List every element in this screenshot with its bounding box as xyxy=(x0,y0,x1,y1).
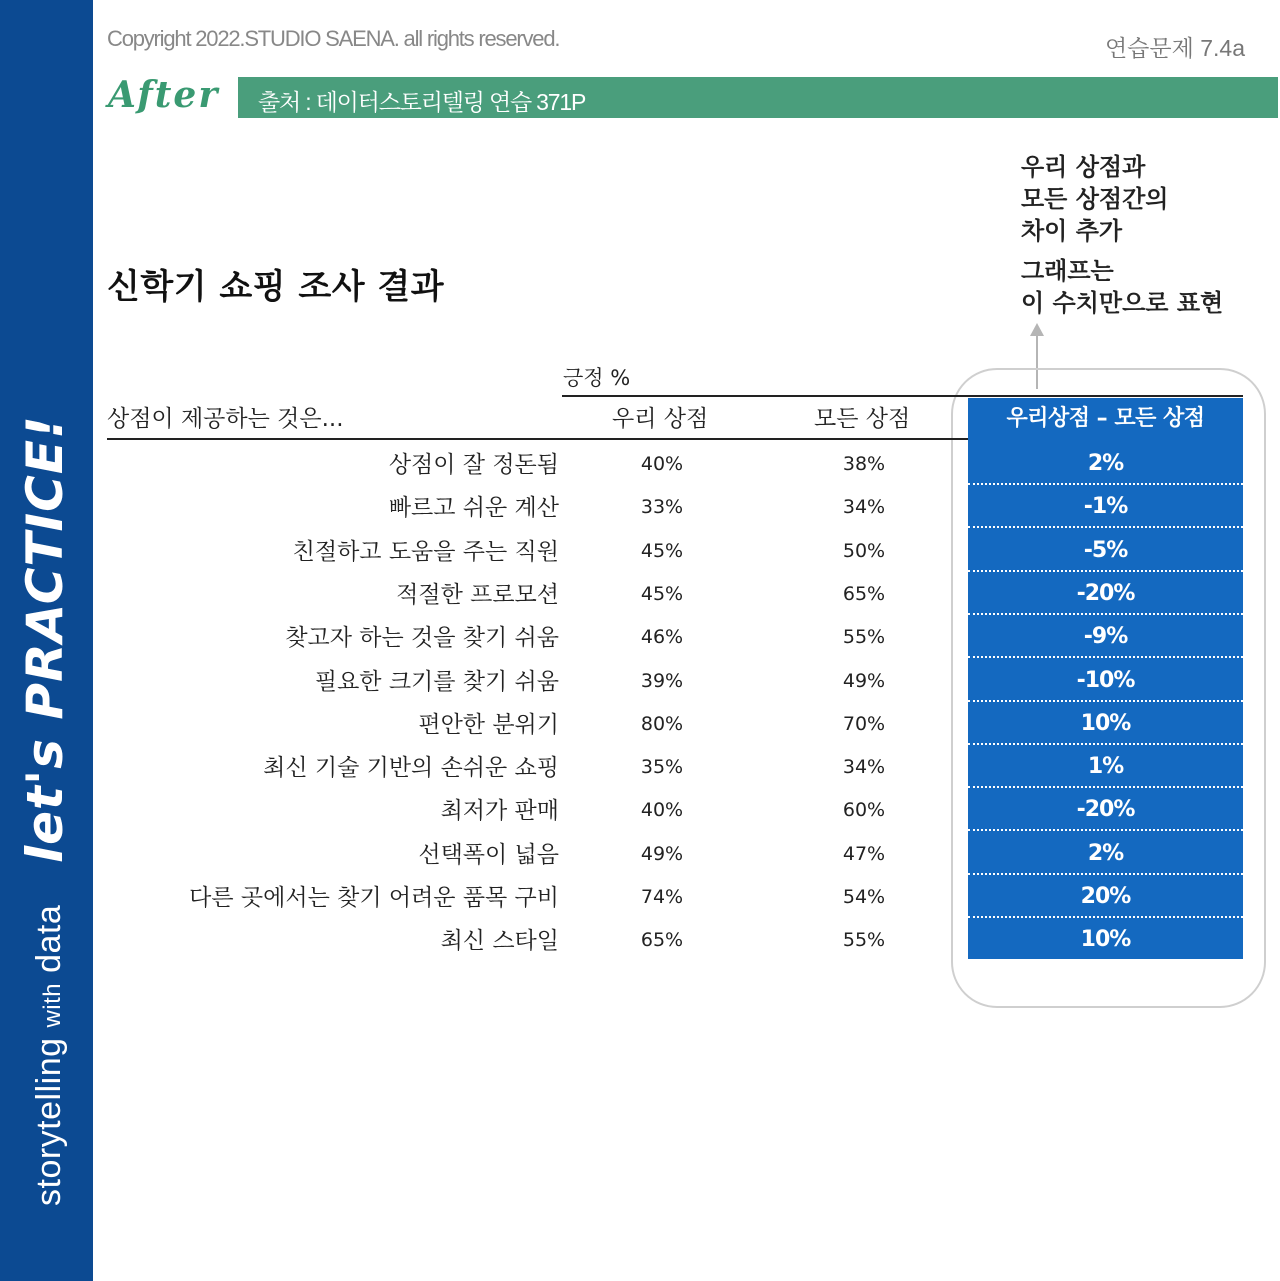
header-rule xyxy=(107,438,968,440)
difference-value: 1% xyxy=(1087,754,1124,780)
our-store-value: 80% xyxy=(640,712,684,735)
row-label: 찾고자 하는 것을 찾기 쉬움 xyxy=(285,625,559,652)
page-title: 신학기 쇼핑 조사 결과 xyxy=(107,267,445,307)
table-row xyxy=(107,744,1243,787)
all-stores-value: 38% xyxy=(842,453,886,475)
column-header-difference: 우리상점 – 모든 상점 xyxy=(1006,406,1205,431)
row-label: 친절하고 도움을 주는 직원 xyxy=(292,538,559,565)
exercise-number: 연습문제 7.4a xyxy=(1104,35,1245,61)
difference-value: 2% xyxy=(1087,451,1124,476)
all-stores-value: 70% xyxy=(842,712,886,735)
our-store-value: 46% xyxy=(640,626,684,649)
table-row xyxy=(107,874,1243,917)
row-label: 상점이 잘 정돈됨 xyxy=(388,452,559,478)
storytelling-with-data-logo: storytelling with data xyxy=(30,904,68,1206)
annotation-note-graph: 그래프는 이 수치만으로 표현 xyxy=(1021,257,1224,317)
lets-practice-logo: let's PRACTICE! xyxy=(16,415,74,863)
table-row xyxy=(107,484,1243,527)
side-banner xyxy=(0,0,93,1281)
copyright-text: Copyright 2022.STUDIO SAENA. all rights reserved. xyxy=(107,26,560,51)
all-stores-value: 50% xyxy=(842,539,886,562)
source-banner xyxy=(238,77,1278,118)
row-label: 적절한 프로모션 xyxy=(396,581,559,608)
our-store-value: 45% xyxy=(640,539,684,562)
table-row xyxy=(107,528,1243,571)
our-store-value: 35% xyxy=(640,756,684,779)
row-label: 필요한 크기를 찾기 쉬움 xyxy=(314,668,559,695)
difference-value: -9% xyxy=(1083,624,1128,650)
table-row xyxy=(107,787,1243,830)
row-header-title: 상점이 제공하는 것은... xyxy=(107,406,344,432)
row-label: 최신 기술 기반의 손쉬운 쇼핑 xyxy=(263,755,559,782)
after-label: After xyxy=(108,74,220,116)
difference-value: -20% xyxy=(1076,580,1135,606)
table-row xyxy=(107,441,1243,484)
row-label: 편안한 분위기 xyxy=(418,711,559,738)
row-label: 빠르고 쉬운 계산 xyxy=(388,495,559,522)
table-row xyxy=(107,701,1243,744)
all-stores-value: 47% xyxy=(842,842,886,865)
all-stores-value: 34% xyxy=(842,496,886,519)
our-store-value: 33% xyxy=(640,496,684,519)
source-text: 출처 : 데이터스토리텔링 연습 371P xyxy=(258,89,586,115)
all-stores-value: 54% xyxy=(842,886,886,908)
our-store-value: 40% xyxy=(640,799,684,822)
annotation-note-difference: 우리 상점과 모든 상점간의 차이 추가 xyxy=(1021,153,1169,245)
table-row xyxy=(107,917,1243,960)
our-store-value: 40% xyxy=(640,453,684,475)
all-stores-value: 55% xyxy=(842,626,886,649)
all-stores-value: 60% xyxy=(842,799,886,822)
group-header-rule xyxy=(562,395,1243,397)
difference-value: 20% xyxy=(1080,884,1131,909)
our-store-value: 45% xyxy=(640,582,684,605)
difference-value: -1% xyxy=(1083,494,1128,520)
our-store-value: 74% xyxy=(640,886,684,908)
group-header-positive: 긍정 % xyxy=(563,366,631,390)
our-store-value: 39% xyxy=(640,669,684,692)
difference-value: -10% xyxy=(1076,667,1135,693)
difference-value: -5% xyxy=(1083,537,1128,563)
our-store-value: 65% xyxy=(640,929,684,952)
all-stores-value: 55% xyxy=(842,929,886,952)
difference-value: 10% xyxy=(1080,927,1131,953)
our-store-value: 49% xyxy=(640,842,684,865)
row-label: 다른 곳에서는 찾기 어려운 품목 구비 xyxy=(189,885,559,911)
difference-value: -20% xyxy=(1076,797,1135,823)
difference-value: 10% xyxy=(1080,710,1131,736)
difference-value: 2% xyxy=(1087,840,1124,866)
row-label: 선택폭이 넓음 xyxy=(418,841,559,868)
row-label: 최신 스타일 xyxy=(440,928,559,955)
table-row xyxy=(107,658,1243,701)
column-header-all-stores: 모든 상점 xyxy=(814,406,911,432)
all-stores-value: 65% xyxy=(842,582,886,605)
side-banner-text xyxy=(0,0,93,1281)
table-row xyxy=(107,614,1243,657)
all-stores-value: 49% xyxy=(842,669,886,692)
table-row xyxy=(107,831,1243,874)
table-row xyxy=(107,571,1243,614)
all-stores-value: 34% xyxy=(842,756,886,779)
column-header-our-store: 우리 상점 xyxy=(612,406,709,432)
row-label: 최저가 판매 xyxy=(440,798,559,825)
